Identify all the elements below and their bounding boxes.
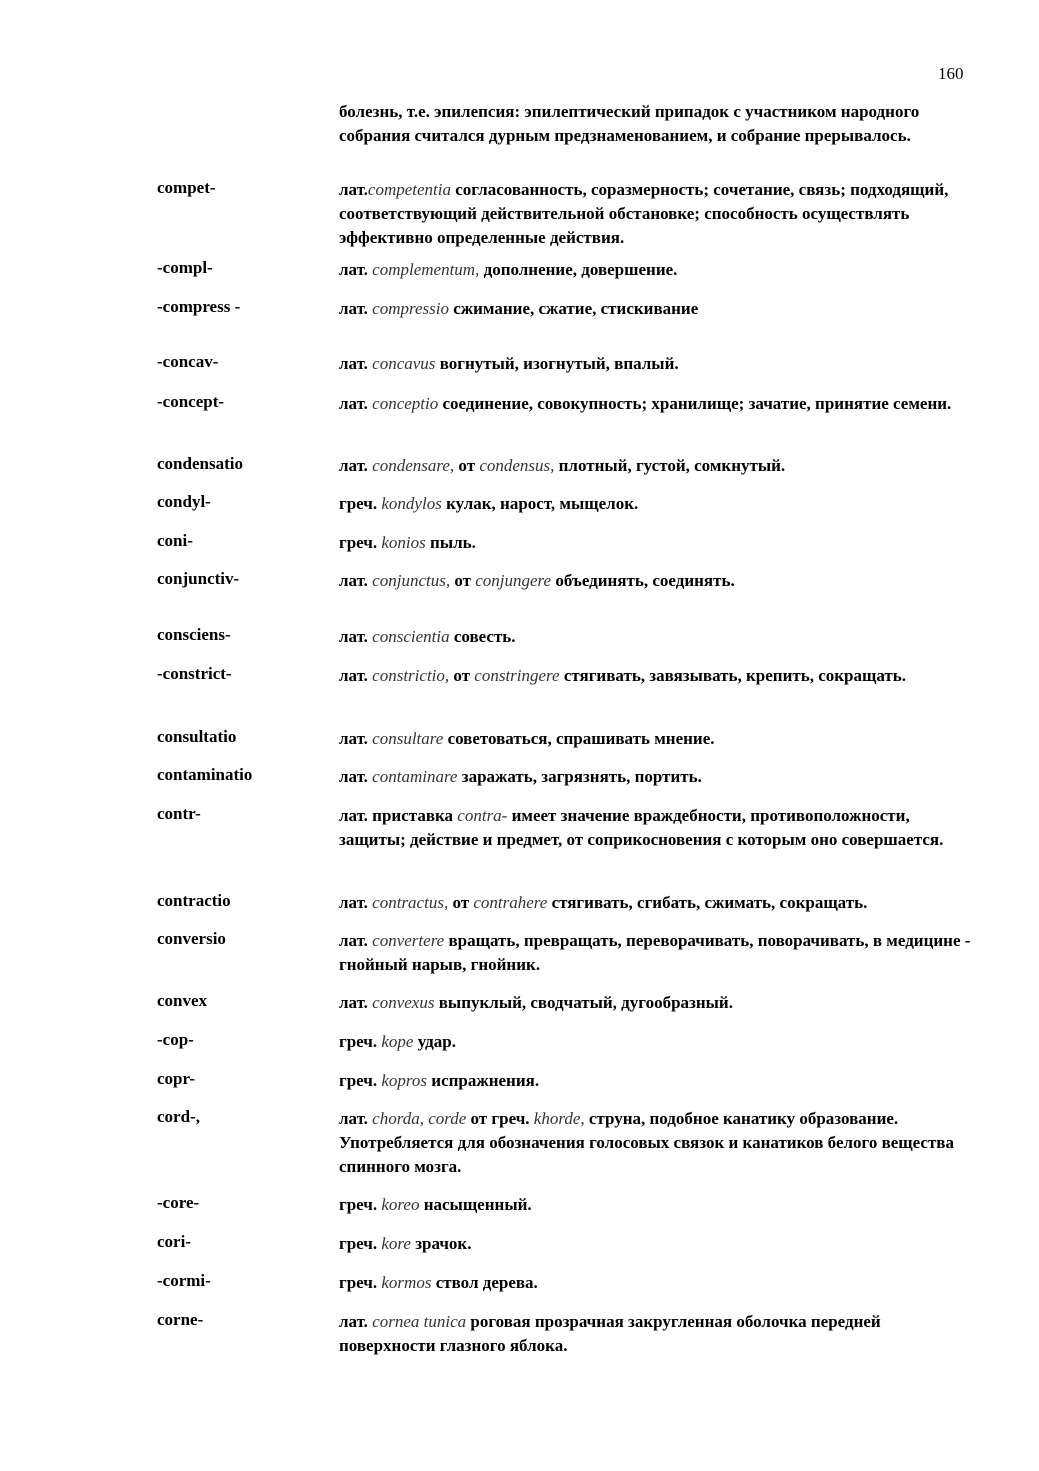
etymon-word: contra-	[457, 806, 508, 825]
entry-term: cori-	[157, 1232, 191, 1251]
definition-text: испражнения.	[427, 1071, 540, 1090]
entry-definition	[339, 1232, 979, 1256]
definition-text: лат.	[339, 931, 373, 950]
entry-term: -cop-	[157, 1030, 194, 1049]
definition-text: лат.	[339, 1312, 373, 1331]
continuation-text: болезнь, т.е. эпилепсия: эпилептический припадок с участником народного собрания считался дурным предзнаменованием, и собрание прерывалось.	[339, 102, 920, 145]
entry-term: -concav-	[157, 352, 219, 371]
entry-term: copr-	[157, 1069, 196, 1088]
definition-text: плотный, густой, сомкнутый.	[554, 456, 786, 475]
etymon-word: cornea tunica	[372, 1312, 467, 1331]
definition-text: ствол дерева.	[431, 1273, 538, 1292]
entry-term: condyl-	[157, 492, 211, 511]
entry-term: contaminatio	[157, 765, 253, 784]
entry-term: cord-,	[157, 1107, 200, 1126]
entry-definition	[339, 258, 979, 282]
entry-term: convex	[157, 991, 208, 1010]
entry-term: corne-	[157, 1310, 204, 1329]
etymon-word: contaminare	[372, 767, 458, 786]
etymon-word: complementum,	[372, 260, 480, 279]
definition-text: вращать, превращать, переворачивать, поворачивать, в медицине - гнойный нарыв, гнойник.	[339, 931, 971, 974]
etymon-word: competentia	[367, 180, 452, 199]
entry-definition	[339, 891, 979, 915]
definition-text: греч.	[339, 1071, 382, 1090]
definition-text: кулак, нарост, мыщелок.	[441, 494, 639, 513]
entry-definition	[339, 178, 979, 250]
entry-definition	[339, 1030, 979, 1054]
etymon-word: kormos	[381, 1273, 432, 1292]
definition-text: лат.	[339, 993, 373, 1012]
entry-definition	[339, 991, 979, 1015]
entry-term: consciens-	[157, 625, 231, 644]
entry-definition	[339, 297, 979, 321]
etymon-word: constringere	[474, 666, 560, 685]
etymon-word: kope	[381, 1032, 414, 1051]
entry-definition	[339, 727, 979, 751]
definition-text: лат.	[339, 354, 373, 373]
definition-text: от	[454, 456, 480, 475]
page-number: 160	[938, 64, 964, 83]
definition-text: лат.	[339, 1109, 373, 1128]
definition-text: греч.	[339, 533, 382, 552]
definition-text: от	[449, 666, 475, 685]
entry-definition	[339, 664, 979, 688]
etymon-word: condensus,	[479, 456, 555, 475]
definition-text: советоваться, спрашивать мнение.	[443, 729, 715, 748]
definition-text: струна, подобное канатику образование. Употребляется для обозначения голосовых связок и канатиков белого вещества спинного мозга.	[339, 1109, 954, 1176]
definition-text: пыль.	[425, 533, 476, 552]
entry-term: contractio	[157, 891, 231, 910]
entry-definition	[339, 492, 979, 516]
entry-definition	[339, 569, 979, 593]
definition-text: соединение, совокупность; хранилище; зачатие, принятие семени.	[438, 394, 952, 413]
definition-text: греч.	[339, 1195, 382, 1214]
entry-term: conversio	[157, 929, 226, 948]
entry-definition	[339, 352, 979, 376]
entry-term: -concept-	[157, 392, 225, 411]
entry-term: conjunctiv-	[157, 569, 240, 588]
definition-text: имеет значение враждебности, противоположности, защиты; действие и предмет, от соприкосновения с которым оно совершается.	[339, 806, 944, 849]
definition-text: объединять, соединять.	[551, 571, 735, 590]
etymon-word: concavus	[372, 354, 436, 373]
entry-term: -cormi-	[157, 1271, 211, 1290]
definition-text: насыщенный.	[419, 1195, 532, 1214]
etymon-word: convexus	[372, 993, 435, 1012]
entry-definition	[339, 1069, 979, 1093]
etymon-word: constrictio,	[372, 666, 450, 685]
definition-text: удар.	[413, 1032, 456, 1051]
etymon-word: conceptio	[372, 394, 439, 413]
definition-text: дополнение, довершение.	[479, 260, 678, 279]
definition-text: лат.	[339, 893, 373, 912]
etymon-word: conscientia	[372, 627, 450, 646]
entry-definition	[339, 1107, 979, 1179]
definition-text: сжимание, сжатие, стискивание	[448, 299, 699, 318]
etymon-word: compressio	[372, 299, 449, 318]
entry-definition	[339, 531, 979, 555]
entry-definition	[339, 1271, 979, 1295]
etymon-word: kore	[381, 1234, 411, 1253]
definition-text: заражать, загрязнять, портить.	[457, 767, 702, 786]
definition-text: лат. приставка	[339, 806, 458, 825]
entry-term: -core-	[157, 1193, 200, 1212]
definition-text: зрачок.	[410, 1234, 472, 1253]
definition-text: лат.	[339, 767, 373, 786]
entry-definition	[339, 1193, 979, 1217]
definition-text: лат.	[339, 627, 373, 646]
etymon-word: koreo	[381, 1195, 420, 1214]
entry-definition	[339, 1310, 979, 1358]
entry-term: consultatio	[157, 727, 237, 746]
definition-text: греч.	[339, 1234, 382, 1253]
etymon-word: konios	[381, 533, 426, 552]
entry-definition	[339, 804, 979, 852]
definition-text: лат.	[339, 180, 368, 199]
entry-term: contr-	[157, 804, 201, 823]
etymon-word: contractus,	[372, 893, 449, 912]
definition-text: стягивать, завязывать, крепить, сокращать.	[559, 666, 907, 685]
definition-text: греч.	[339, 1273, 382, 1292]
definition-text: вогнутый, изогнутый, впалый.	[435, 354, 679, 373]
definition-text: совесть.	[449, 627, 516, 646]
etymon-word: kopros	[381, 1071, 428, 1090]
entry-definition	[339, 929, 979, 977]
entry-definition	[339, 454, 979, 478]
entry-term: -constrict-	[157, 664, 232, 683]
definition-text: от греч.	[466, 1109, 534, 1128]
definition-text: лат.	[339, 260, 373, 279]
etymon-word: conjunctus,	[372, 571, 451, 590]
entry-term: condensatio	[157, 454, 243, 473]
definition-text: от	[450, 571, 476, 590]
etymon-word: kondylos	[381, 494, 442, 513]
definition-text: лат.	[339, 666, 373, 685]
entry-definition	[339, 765, 979, 789]
etymon-word: contrahere	[473, 893, 548, 912]
definition-text: лат.	[339, 299, 373, 318]
definition-text: от	[448, 893, 474, 912]
definition-text: лат.	[339, 729, 373, 748]
etymon-word: consultare	[372, 729, 444, 748]
etymon-word: conjungere	[475, 571, 552, 590]
entry-definition	[339, 625, 979, 649]
definition-text: лат.	[339, 394, 373, 413]
entry-term: -compress -	[157, 297, 241, 316]
definition-text: лат.	[339, 571, 373, 590]
etymon-word: khorde,	[533, 1109, 585, 1128]
definition-text: стягивать, сгибать, сжимать, сокращать.	[547, 893, 868, 912]
definition-text: выпуклый, сводчатый, дугообразный.	[434, 993, 733, 1012]
entry-term: -compl-	[157, 258, 213, 277]
definition-text: греч.	[339, 494, 382, 513]
entry-term: coni-	[157, 531, 193, 550]
definition-text: греч.	[339, 1032, 382, 1051]
definition-text: согласованность, соразмерность; сочетание, связь; подходящий, соответствующий действительной обстановке; способность осуществлять эффективно определенные действия.	[339, 180, 949, 247]
entry-definition	[339, 392, 979, 416]
definition-text: роговая прозрачная закругленная оболочка передней поверхности глазного яблока.	[339, 1312, 881, 1355]
etymon-word: condensare,	[372, 456, 455, 475]
entry-term: compet-	[157, 178, 216, 197]
etymon-word: chorda, corde	[372, 1109, 467, 1128]
etymon-word: convertere	[372, 931, 445, 950]
definition-text: лат.	[339, 456, 373, 475]
